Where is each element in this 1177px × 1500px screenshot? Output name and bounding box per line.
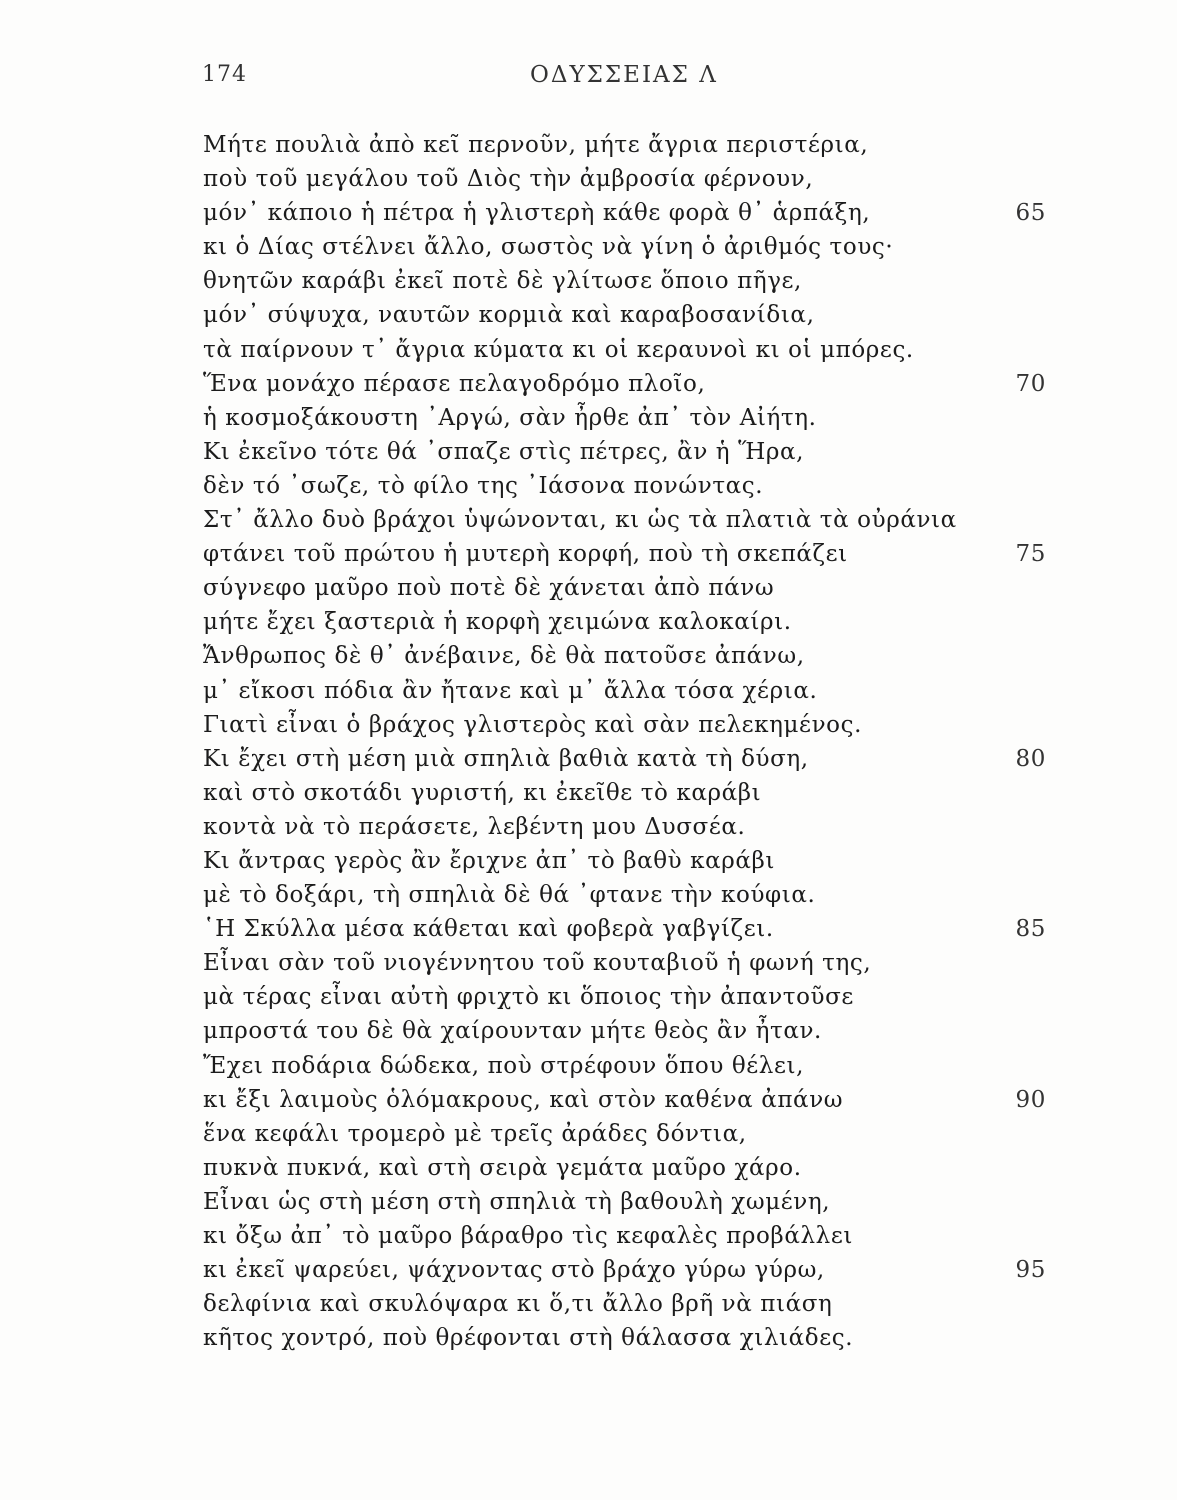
- verse-line: [203, 605, 1103, 639]
- verse-text: Στ᾽ ἄλλο δυὸ βράχοι ὑψώνονται, κι ὡς τὰ πλατιὰ τὰ οὐράνια: [203, 507, 957, 534]
- poem-text: [203, 128, 1103, 1355]
- verse-line: [203, 1049, 1103, 1083]
- verse-text: Γιατὶ εἶναι ὁ βράχος γλιστερὸς καὶ σὰν πελεκημένος.: [203, 711, 862, 738]
- verse-text: πυκνὰ πυκνά, καὶ στὴ σειρὰ γεμάτα μαῦρο χάρο.: [203, 1154, 802, 1181]
- verse-line: [203, 1117, 1103, 1151]
- verse-line: [203, 878, 1103, 912]
- verse-line: [203, 230, 1103, 264]
- verse-text: Ἔχει ποδάρια δώδεκα, ποὺ στρέφουν ὅπου θέλει,: [203, 1052, 805, 1079]
- verse-line: [203, 503, 1103, 537]
- verse-line: [203, 912, 1103, 946]
- verse-text: μπροστά του δὲ θὰ χαίρουνταν μήτε θεὸς ἂν ἦταν.: [203, 1018, 822, 1045]
- verse-text: κι ὄξω ἀπ᾽ τὸ μαῦρο βάραθρο τὶς κεφαλὲς προβάλλει: [203, 1223, 853, 1249]
- verse-text: σύγνεφο μαῦρο ποὺ ποτὲ δὲ χάνεται ἀπὸ πάνω: [203, 575, 775, 602]
- verse-text: Μήτε πουλιὰ ἀπὸ κεῖ περνοῦν, μήτε ἄγρια περιστέρια,: [203, 132, 869, 158]
- verse-line: [203, 1253, 1103, 1287]
- verse-text: κι ἔξι λαιμοὺς ὁλόμακρους, καὶ στὸν καθένα ἀπάνω: [203, 1086, 844, 1113]
- verse-text: μήτε ἔχει ξαστεριὰ ἡ κορφὴ χειμώνα καλοκαίρι.: [203, 609, 792, 636]
- verse-line: [203, 401, 1103, 435]
- verse-text: φτάνει τοῦ πρώτου ἡ μυτερὴ κορφή, ποὺ τὴ σκεπάζει: [203, 541, 848, 568]
- line-number: 80: [1015, 745, 1046, 772]
- verse-line: [203, 128, 1103, 162]
- line-number: 90: [1015, 1086, 1046, 1113]
- verse-text: Κι ἄντρας γερὸς ἂν ἔριχνε ἀπ᾽ τὸ βαθὺ καράβι: [203, 847, 776, 874]
- verse-line: [203, 639, 1103, 673]
- running-header: [0, 62, 1177, 102]
- verse-text: τὰ παίρνουν τ᾽ ἄγρια κύματα κι οἱ κεραυνοὶ κι οἱ μπόρες.: [203, 336, 914, 363]
- verse-line: [203, 1185, 1103, 1219]
- verse-text: μόν᾽ κάποιο ἡ πέτρα ἡ γλιστερὴ κάθε φορὰ θ᾽ ἁρπάξη,: [203, 200, 871, 227]
- verse-text: κι ἐκεῖ ψαρεύει, ψάχνοντας στὸ βράχο γύρω γύρω,: [203, 1257, 825, 1284]
- verse-text: κοντὰ νὰ τὸ περάσετε, λεβέντη μου Δυσσέα.: [203, 813, 746, 840]
- verse-text: Ἄνθρωπος δὲ θ᾽ ἀνέβαινε, δὲ θὰ πατοῦσε ἀπάνω,: [203, 643, 805, 670]
- verse-line: [203, 333, 1103, 367]
- verse-text: κι ὁ Δίας στέλνει ἄλλο, σωστὸς νὰ γίνη ὁ ἀριθμός τους·: [203, 234, 894, 261]
- verse-line: [203, 367, 1103, 401]
- line-number: 85: [1015, 916, 1046, 943]
- verse-text: δὲν τό ᾿σωζε, τὸ φίλο της ᾿Ιάσονα πονώντας.: [203, 472, 764, 499]
- verse-text: Κι ἐκεῖνο τότε θά ᾿σπαζε στὶς πέτρες, ἂν ἡ Ἥρα,: [203, 438, 805, 465]
- verse-text: θνητῶν καράβι ἐκεῖ ποτὲ δὲ γλίτωσε ὅποιο πῆγε,: [203, 268, 802, 295]
- verse-text: Ἕνα μονάχο πέρασε πελαγοδρόμο πλοῖο,: [203, 370, 706, 397]
- verse-line: [203, 469, 1103, 503]
- verse-text: μὰ τέρας εἶναι αὐτὴ φριχτὸ κι ὅποιος τὴν ἀπαντοῦσε: [203, 984, 854, 1011]
- verse-line: [203, 742, 1103, 776]
- verse-text: ἕνα κεφάλι τρομερὸ μὲ τρεῖς ἀράδες δόντια,: [203, 1120, 747, 1147]
- verse-line: [203, 810, 1103, 844]
- verse-line: [203, 162, 1103, 196]
- verse-line: [203, 674, 1103, 708]
- verse-text: κῆτος χοντρό, ποὺ θρέφονται στὴ θάλασσα χιλιάδες.: [203, 1325, 854, 1352]
- verse-text: δελφίνια καὶ σκυλόψαρα κι ὅ,τι ἄλλο βρῆ νὰ πιάση: [203, 1291, 833, 1318]
- verse-text: ἡ κοσμοξάκουστη ᾿Αργώ, σὰν ἦρθε ἀπ᾽ τὸν Αἰήτη.: [203, 404, 817, 431]
- verse-line: [203, 844, 1103, 878]
- verse-line: [203, 435, 1103, 469]
- verse-text: μ᾽ εἴκοσι πόδια ἂν ἤτανε καὶ μ᾽ ἄλλα τόσα χέρια.: [203, 677, 818, 704]
- line-number: 95: [1015, 1257, 1046, 1284]
- verse-line: [203, 264, 1103, 298]
- verse-line: [203, 196, 1103, 230]
- verse-line: [203, 1014, 1103, 1048]
- verse-text: Κι ἔχει στὴ μέση μιὰ σπηλιὰ βαθιὰ κατὰ τὴ δύση,: [203, 745, 809, 772]
- line-number: 65: [1015, 200, 1046, 227]
- verse-text: μόν᾽ σύψυχα, ναυτῶν κορμιὰ καὶ καραβοσανίδια,: [203, 302, 815, 329]
- verse-text: καὶ στὸ σκοτάδι γυριστή, κι ἐκεῖθε τὸ καράβι: [203, 779, 762, 806]
- verse-line: [203, 980, 1103, 1014]
- page-number: 174: [202, 62, 247, 87]
- verse-text: Εἶναι ὡς στὴ μέση στὴ σπηλιὰ τὴ βαθουλὴ χωμένη,: [203, 1188, 831, 1215]
- line-number: 75: [1015, 541, 1046, 568]
- verse-text: Εἶναι σὰν τοῦ νιογέννητου τοῦ κουταβιοῦ ἡ φωνή της,: [203, 950, 872, 977]
- verse-line: [203, 946, 1103, 980]
- verse-line: [203, 1219, 1103, 1253]
- verse-line: [203, 708, 1103, 742]
- verse-text: μὲ τὸ δοξάρι, τὴ σπηλιὰ δὲ θά ᾿φτανε τὴν κούφια.: [203, 882, 816, 909]
- verse-line: [203, 298, 1103, 332]
- verse-line: [203, 1151, 1103, 1185]
- verse-line: [203, 1287, 1103, 1321]
- verse-line: [203, 571, 1103, 605]
- running-title: ΟΔΥΣΣΕΙΑΣ Λ: [530, 62, 718, 88]
- verse-text: ῾Η Σκύλλα μέσα κάθεται καὶ φοβερὰ γαβγίζει.: [203, 916, 774, 943]
- verse-line: [203, 776, 1103, 810]
- verse-line: [203, 537, 1103, 571]
- line-number: 70: [1015, 370, 1046, 397]
- verse-line: [203, 1321, 1103, 1355]
- verse-text: ποὺ τοῦ μεγάλου τοῦ Διὸς τὴν ἀμβροσία φέρνουν,: [203, 166, 814, 193]
- verse-line: [203, 1083, 1103, 1117]
